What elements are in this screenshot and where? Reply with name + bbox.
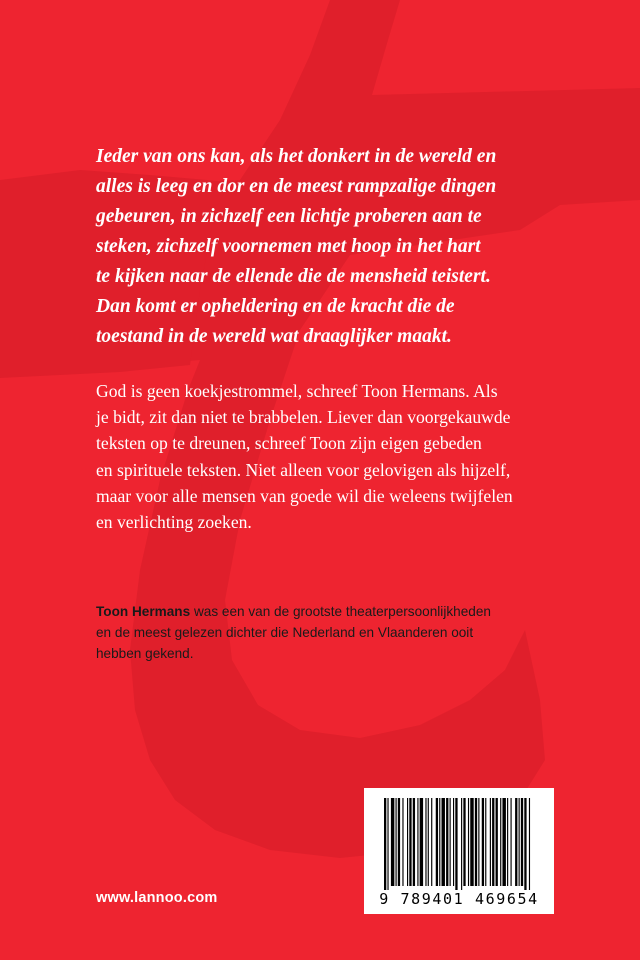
barcode-bar bbox=[507, 798, 508, 886]
barcode-bar bbox=[455, 798, 457, 890]
description-line: en spirituele teksten. Niet alleen voor gelovigen als hijzelf, bbox=[96, 459, 511, 480]
author-bio-line: en de meest gelezen dichter die Nederland en Vlaanderen ooit bbox=[96, 624, 474, 640]
description-line: en verlichting zoeken. bbox=[96, 512, 252, 533]
quote-line: te kijken naar de ellende die de mensheid teistert. bbox=[96, 266, 491, 287]
quote-line: alles is leeg en dor en de meest rampzalige dingen bbox=[96, 176, 497, 197]
barcode-bar bbox=[470, 798, 473, 886]
barcode-bar bbox=[413, 798, 415, 886]
barcode-bar bbox=[475, 798, 477, 886]
description-line: God is geen koekjestrommel, schreef Toon Hermans. Als bbox=[96, 381, 498, 401]
quote-line: toestand in de wereld wat draaglijker maakt. bbox=[96, 326, 452, 347]
quote-line: Dan komt er opheldering en de kracht die de bbox=[96, 296, 455, 317]
description-line: teksten op te dreunen, schreef Toon zijn eigen gebeden bbox=[96, 433, 482, 454]
barcode-bar bbox=[524, 798, 526, 890]
barcode-bar bbox=[450, 798, 451, 886]
isbn-number: 9 789401 469654 bbox=[379, 890, 539, 908]
barcode-bar bbox=[409, 798, 411, 886]
barcode-bar bbox=[490, 798, 491, 886]
barcode-bar bbox=[442, 798, 445, 886]
quote-line: gebeuren, in zichzelf een lichtje proberen aan te bbox=[96, 206, 482, 227]
barcode-bar bbox=[398, 798, 400, 886]
barcode-bar bbox=[485, 798, 486, 886]
quote-block bbox=[96, 142, 536, 352]
barcode-bar bbox=[461, 798, 462, 890]
barcode-bar bbox=[478, 798, 479, 886]
barcode-bar bbox=[468, 798, 469, 886]
barcode-bar bbox=[519, 798, 520, 886]
barcode-bar bbox=[391, 798, 394, 886]
description-line: je bidt, zit dan niet te brabbelen. Liever dan voorgekauwde bbox=[96, 407, 511, 428]
barcode-bar bbox=[436, 798, 438, 886]
barcode-bar bbox=[402, 798, 403, 886]
barcode-bar bbox=[428, 798, 429, 886]
barcode-bar bbox=[463, 798, 465, 886]
quote-line: steken, zichzelf voornemen met hoop in het hart bbox=[96, 236, 481, 257]
barcode-bar bbox=[521, 798, 523, 886]
barcode-bar bbox=[420, 798, 423, 886]
barcode-bar bbox=[492, 798, 494, 886]
barcode-bar bbox=[387, 798, 388, 890]
quote-line: Ieder van ons kan, als het donkert in de wereld en bbox=[96, 146, 497, 167]
barcode-bar bbox=[446, 798, 448, 886]
barcode-bar bbox=[482, 798, 484, 886]
barcode-bar bbox=[439, 798, 440, 886]
barcode-bar bbox=[396, 798, 397, 886]
author-name: Toon Hermans bbox=[96, 604, 191, 619]
author-bio-line: hebben gekend. bbox=[96, 645, 194, 661]
barcode-bar bbox=[496, 798, 498, 886]
isbn-barcode bbox=[364, 788, 554, 914]
barcode-bar bbox=[384, 798, 386, 890]
description-line: maar voor alle mensen van goede wil die weleens twijfelen bbox=[96, 485, 513, 506]
author-bio-text: was een van de grootste theaterpersoonlijkheden bbox=[190, 604, 491, 619]
barcode-bar bbox=[500, 798, 501, 886]
barcode-bar bbox=[417, 798, 418, 886]
publisher-website: www.lannoo.com bbox=[96, 890, 218, 906]
barcode-bar bbox=[431, 798, 432, 886]
barcode-bar bbox=[515, 798, 517, 886]
barcode-bar bbox=[407, 798, 408, 886]
barcode-bar bbox=[511, 798, 512, 886]
author-bio bbox=[96, 602, 556, 664]
description-paragraph bbox=[96, 378, 546, 535]
barcode-bar bbox=[502, 798, 505, 886]
barcode-bar bbox=[529, 798, 530, 890]
barcode-bar bbox=[453, 798, 454, 886]
author-bio-line bbox=[96, 602, 556, 623]
barcode-bar bbox=[425, 798, 426, 886]
